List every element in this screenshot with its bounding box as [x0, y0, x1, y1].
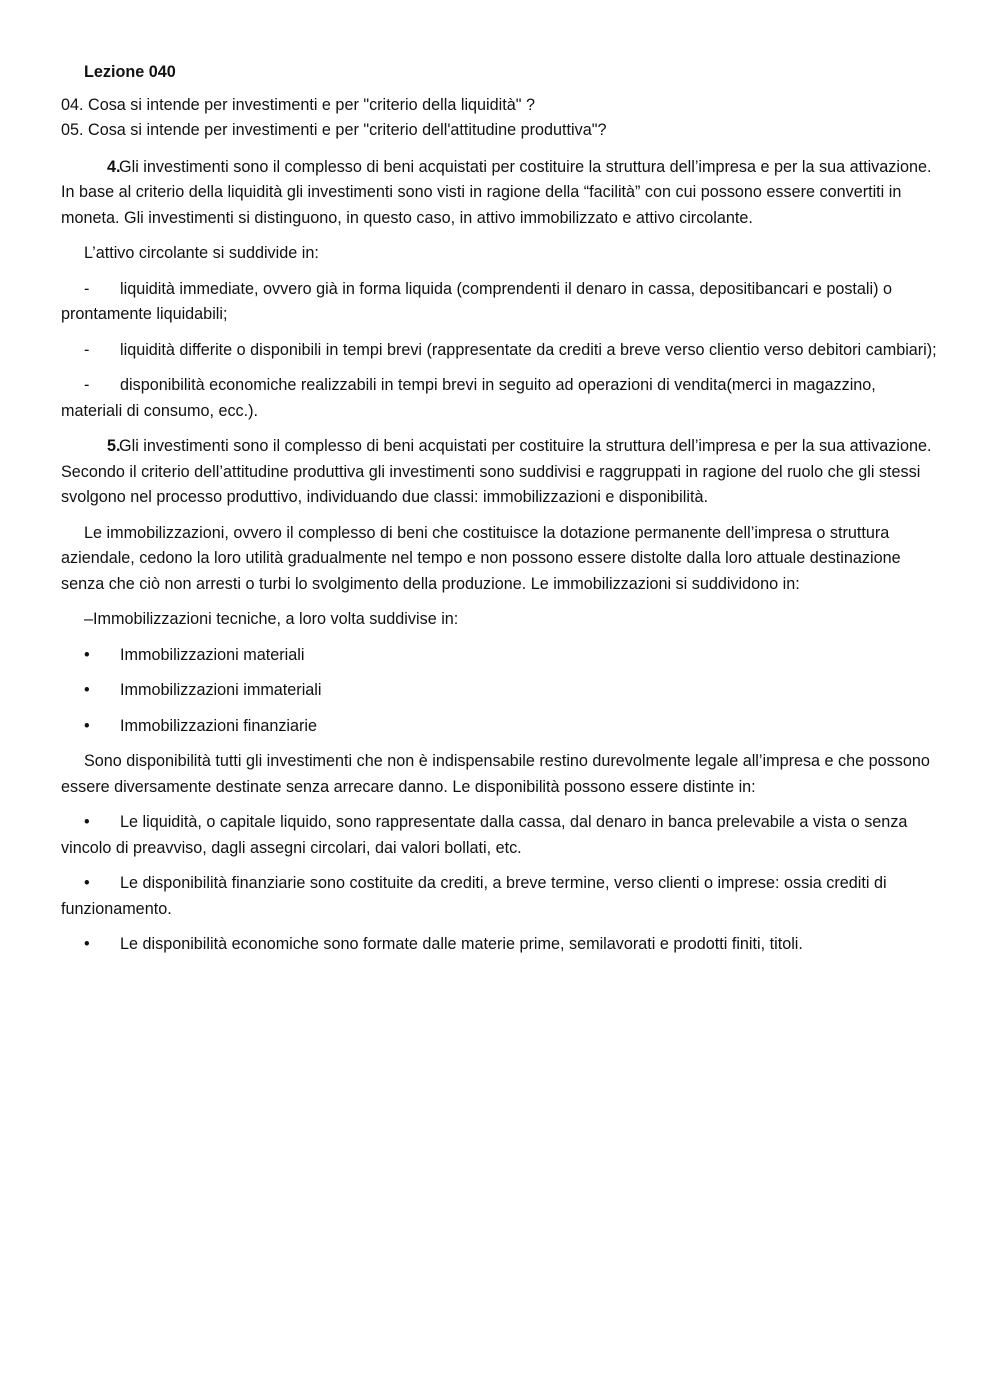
list-item: [61, 338, 941, 364]
list-item-text: Immobilizzazioni materiali: [120, 645, 305, 664]
list-item-text: Immobilizzazioni finanziarie: [120, 716, 318, 735]
list-item: [61, 643, 941, 669]
answer-5-number: 5.: [107, 437, 121, 455]
answer-4-number: 4.: [107, 157, 121, 176]
answer-4-paragraph: [61, 155, 941, 232]
list-item-text: Le liquidità, o capitale liquido, sono rappresentate dalla cassa, dal denaro in banca prelevabile a vista o senza vincolo di preavviso, dagli assegni circolari, dai valori bollati, etc.: [61, 813, 908, 857]
answer-5-paragraph: [61, 434, 941, 511]
list-item: [61, 678, 941, 704]
dash-marker: -: [84, 376, 90, 394]
list-item-text: Le disponibilità economiche sono formate dalle materie prime, semilavorati e prodotti finiti, titoli.: [120, 935, 803, 953]
answer-4-text: Gli investimenti sono il complesso di beni acquistati per costituire la struttura dell’impresa e per la sua attivazione. In base al criterio della liquidità gli investimenti sono visti in ragione della “facilità” con cui possono essere convertiti in moneta. Gli investimenti si distinguono, in questo caso, in attivo immobilizzato e attivo circolante.: [61, 157, 932, 227]
list-item: [61, 810, 941, 861]
questions-block: [61, 93, 941, 144]
document-page: [61, 60, 941, 968]
bullet-marker: •: [84, 716, 90, 735]
attivo-circolante-intro: L’attivo circolante si suddivide in:: [84, 244, 319, 262]
list-item: [61, 714, 941, 740]
dash-marker: -: [84, 279, 90, 298]
list-item: [61, 932, 941, 958]
list-item: [61, 871, 941, 922]
bullet-marker: •: [84, 645, 90, 664]
bullet-marker: •: [84, 935, 90, 953]
immobilizzazioni-paragraph: Le immobilizzazioni, ovvero il complesso di beni che costituisce la dotazione permanente dell’impresa o struttura aziendale, cedono la loro utilità gradualmente nel tempo e non possono essere distolte dalla loro attuale destinazione senza che ciò non arresti o turbi lo svolgimento della produzione. Le immobilizzazioni si suddividono in:: [61, 523, 901, 593]
answer-5-text: Gli investimenti sono il complesso di beni acquistati per costituire la struttura dell’impresa e per la sua attivazione. Secondo il criterio dell’attitudine produttiva gli investimenti sono suddivisi e raggruppati in ragione del ruolo che gli stessi svolgono nel processo produttivo, individuando due classi: immobilizzazioni e disponibilità.: [61, 437, 932, 506]
question-05: 05. Cosa si intende per investimenti e per "criterio dell'attitudine produttiva"?: [61, 121, 607, 139]
bullet-marker: •: [84, 874, 90, 892]
disponibilita-paragraph: Sono disponibilità tutti gli investimenti che non è indispensabile restino durevolmente legale all’impresa e che possono essere diversamente destinate senza arrecare danno. Le disponibilità possono essere distinte in:: [61, 752, 930, 796]
list-item-text: liquidità differite o disponibili in tempi brevi (rappresentate da crediti a breve verso clientio verso debitori cambiari);: [120, 340, 937, 359]
list-item-text: Le disponibilità finanziarie sono costituite da crediti, a breve termine, verso clienti o imprese: ossia crediti di funzionamento.: [61, 874, 887, 918]
dash-marker: -: [84, 340, 90, 359]
lesson-title: Lezione 040: [84, 63, 176, 81]
list-item-text: disponibilità economiche realizzabili in tempi brevi in seguito ad operazioni di vendita(merci in magazzino, materiali di consumo, ecc.).: [61, 376, 876, 420]
list-item-text: Immobilizzazioni immateriali: [120, 681, 322, 699]
immobilizzazioni-tecniche-line: –Immobilizzazioni tecniche, a loro volta suddivise in:: [84, 610, 459, 628]
bullet-marker: •: [84, 681, 90, 699]
question-04: 04. Cosa si intende per investimenti e per "criterio della liquidità" ?: [61, 95, 535, 114]
bullet-marker: •: [84, 813, 90, 831]
list-item-text: liquidità immediate, ovvero già in forma liquida (comprendenti il denaro in cassa, depositibancari e postali) o prontamente liquidabili;: [61, 279, 893, 323]
list-item: [61, 277, 941, 328]
list-item: [61, 373, 941, 424]
